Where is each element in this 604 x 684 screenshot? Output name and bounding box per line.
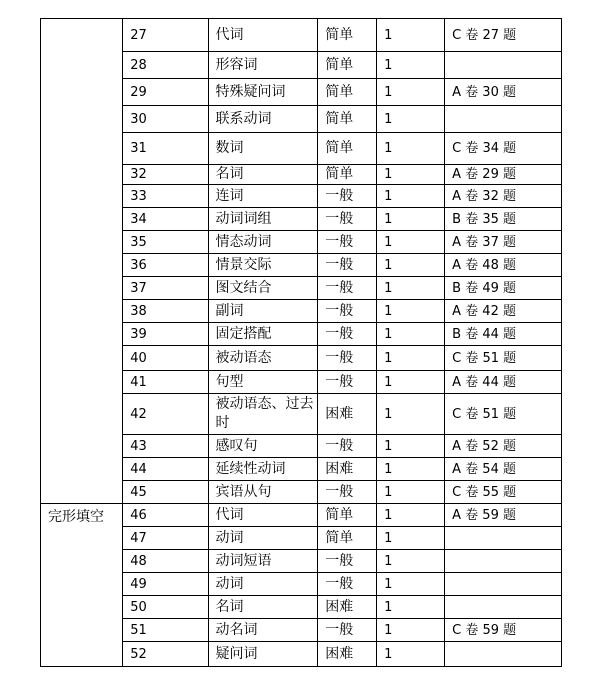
question-number-cell: 52: [123, 642, 208, 667]
source-cell: [445, 106, 562, 133]
difficulty-cell: 一般: [318, 619, 377, 642]
question-number-cell: 48: [123, 550, 208, 573]
difficulty-cell: 一般: [318, 185, 377, 208]
difficulty-cell: 困难: [318, 394, 377, 435]
question-number-cell: 33: [123, 185, 208, 208]
knowledge-point-cell: 疑问词: [208, 642, 318, 667]
source-cell: A 卷 54 题: [445, 458, 562, 481]
difficulty-cell: 一般: [318, 323, 377, 346]
section-cell: 完形填空: [41, 504, 123, 667]
table-row: [41, 19, 562, 52]
source-cell: C 卷 51 题: [445, 394, 562, 435]
question-number-cell: 40: [123, 346, 208, 371]
score-cell: 1: [377, 550, 445, 573]
question-number-cell: 28: [123, 52, 208, 79]
question-number-cell: 27: [123, 19, 208, 52]
source-cell: A 卷 37 题: [445, 231, 562, 254]
knowledge-point-cell: 动词: [208, 527, 318, 550]
section-cell: [41, 19, 123, 504]
difficulty-cell: 困难: [318, 642, 377, 667]
question-number-cell: 43: [123, 435, 208, 458]
difficulty-cell: 一般: [318, 208, 377, 231]
knowledge-point-cell: 名词: [208, 165, 318, 185]
score-cell: 1: [377, 435, 445, 458]
score-cell: 1: [377, 619, 445, 642]
difficulty-cell: 简单: [318, 52, 377, 79]
difficulty-cell: 一般: [318, 573, 377, 596]
question-number-cell: 35: [123, 231, 208, 254]
question-number-cell: 44: [123, 458, 208, 481]
knowledge-point-cell: 名词: [208, 596, 318, 619]
difficulty-cell: 一般: [318, 371, 377, 394]
source-cell: A 卷 30 题: [445, 79, 562, 106]
question-number-cell: 37: [123, 277, 208, 300]
question-number-cell: 46: [123, 504, 208, 527]
knowledge-point-cell: 形容词: [208, 52, 318, 79]
knowledge-point-cell: 动词短语: [208, 550, 318, 573]
question-number-cell: 32: [123, 165, 208, 185]
difficulty-cell: 一般: [318, 435, 377, 458]
score-cell: 1: [377, 208, 445, 231]
source-cell: [445, 596, 562, 619]
score-cell: 1: [377, 254, 445, 277]
knowledge-point-cell: 句型: [208, 371, 318, 394]
score-cell: 1: [377, 52, 445, 79]
difficulty-cell: 一般: [318, 231, 377, 254]
source-cell: A 卷 52 题: [445, 435, 562, 458]
knowledge-point-cell: 动词: [208, 573, 318, 596]
difficulty-cell: 一般: [318, 254, 377, 277]
difficulty-cell: 困难: [318, 458, 377, 481]
score-cell: 1: [377, 231, 445, 254]
question-number-cell: 51: [123, 619, 208, 642]
source-cell: B 卷 49 题: [445, 277, 562, 300]
source-cell: A 卷 29 题: [445, 165, 562, 185]
score-cell: 1: [377, 394, 445, 435]
source-cell: [445, 550, 562, 573]
source-cell: C 卷 27 题: [445, 19, 562, 52]
source-cell: C 卷 59 题: [445, 619, 562, 642]
source-cell: C 卷 34 题: [445, 133, 562, 165]
knowledge-point-cell: 联系动词: [208, 106, 318, 133]
source-cell: A 卷 32 题: [445, 185, 562, 208]
source-cell: B 卷 44 题: [445, 323, 562, 346]
source-cell: A 卷 48 题: [445, 254, 562, 277]
difficulty-cell: 简单: [318, 19, 377, 52]
question-number-cell: 47: [123, 527, 208, 550]
score-cell: 1: [377, 79, 445, 106]
question-number-cell: 36: [123, 254, 208, 277]
knowledge-point-cell: 代词: [208, 504, 318, 527]
knowledge-point-cell: 副词: [208, 300, 318, 323]
question-number-cell: 31: [123, 133, 208, 165]
knowledge-point-cell: 动名词: [208, 619, 318, 642]
knowledge-point-cell: 动词词组: [208, 208, 318, 231]
source-cell: A 卷 59 题: [445, 504, 562, 527]
source-cell: A 卷 42 题: [445, 300, 562, 323]
question-number-cell: 38: [123, 300, 208, 323]
knowledge-point-cell: 图文结合: [208, 277, 318, 300]
knowledge-point-cell: 连词: [208, 185, 318, 208]
score-cell: 1: [377, 596, 445, 619]
question-number-cell: 34: [123, 208, 208, 231]
score-cell: 1: [377, 165, 445, 185]
score-cell: 1: [377, 300, 445, 323]
question-number-cell: 39: [123, 323, 208, 346]
source-cell: [445, 527, 562, 550]
difficulty-cell: 简单: [318, 504, 377, 527]
question-analysis-table: [40, 18, 562, 667]
question-number-cell: 29: [123, 79, 208, 106]
difficulty-cell: 简单: [318, 527, 377, 550]
score-cell: 1: [377, 185, 445, 208]
question-number-cell: 45: [123, 481, 208, 504]
score-cell: 1: [377, 481, 445, 504]
question-number-cell: 49: [123, 573, 208, 596]
score-cell: 1: [377, 346, 445, 371]
score-cell: 1: [377, 323, 445, 346]
knowledge-point-cell: 被动语态、过去时: [208, 394, 318, 435]
knowledge-point-cell: 感叹句: [208, 435, 318, 458]
source-cell: C 卷 51 题: [445, 346, 562, 371]
difficulty-cell: 简单: [318, 79, 377, 106]
knowledge-point-cell: 特殊疑问词: [208, 79, 318, 106]
source-cell: [445, 573, 562, 596]
score-cell: 1: [377, 573, 445, 596]
knowledge-point-cell: 情态动词: [208, 231, 318, 254]
score-cell: 1: [377, 277, 445, 300]
question-number-cell: 41: [123, 371, 208, 394]
source-cell: [445, 52, 562, 79]
difficulty-cell: 一般: [318, 550, 377, 573]
difficulty-cell: 简单: [318, 165, 377, 185]
source-cell: B 卷 35 题: [445, 208, 562, 231]
score-cell: 1: [377, 133, 445, 165]
question-number-cell: 30: [123, 106, 208, 133]
score-cell: 1: [377, 19, 445, 52]
question-number-cell: 42: [123, 394, 208, 435]
knowledge-point-cell: 数词: [208, 133, 318, 165]
difficulty-cell: 简单: [318, 133, 377, 165]
difficulty-cell: 简单: [318, 106, 377, 133]
source-cell: C 卷 55 题: [445, 481, 562, 504]
knowledge-point-cell: 延续性动词: [208, 458, 318, 481]
source-cell: [445, 642, 562, 667]
score-cell: 1: [377, 527, 445, 550]
difficulty-cell: 一般: [318, 300, 377, 323]
knowledge-point-cell: 代词: [208, 19, 318, 52]
score-cell: 1: [377, 642, 445, 667]
knowledge-point-cell: 固定搭配: [208, 323, 318, 346]
question-number-cell: 50: [123, 596, 208, 619]
score-cell: 1: [377, 458, 445, 481]
score-cell: 1: [377, 371, 445, 394]
table-row: [41, 504, 562, 527]
difficulty-cell: 一般: [318, 277, 377, 300]
knowledge-point-cell: 宾语从句: [208, 481, 318, 504]
score-cell: 1: [377, 504, 445, 527]
difficulty-cell: 困难: [318, 596, 377, 619]
difficulty-cell: 一般: [318, 481, 377, 504]
knowledge-point-cell: 情景交际: [208, 254, 318, 277]
source-cell: A 卷 44 题: [445, 371, 562, 394]
difficulty-cell: 一般: [318, 346, 377, 371]
knowledge-point-cell: 被动语态: [208, 346, 318, 371]
score-cell: 1: [377, 106, 445, 133]
